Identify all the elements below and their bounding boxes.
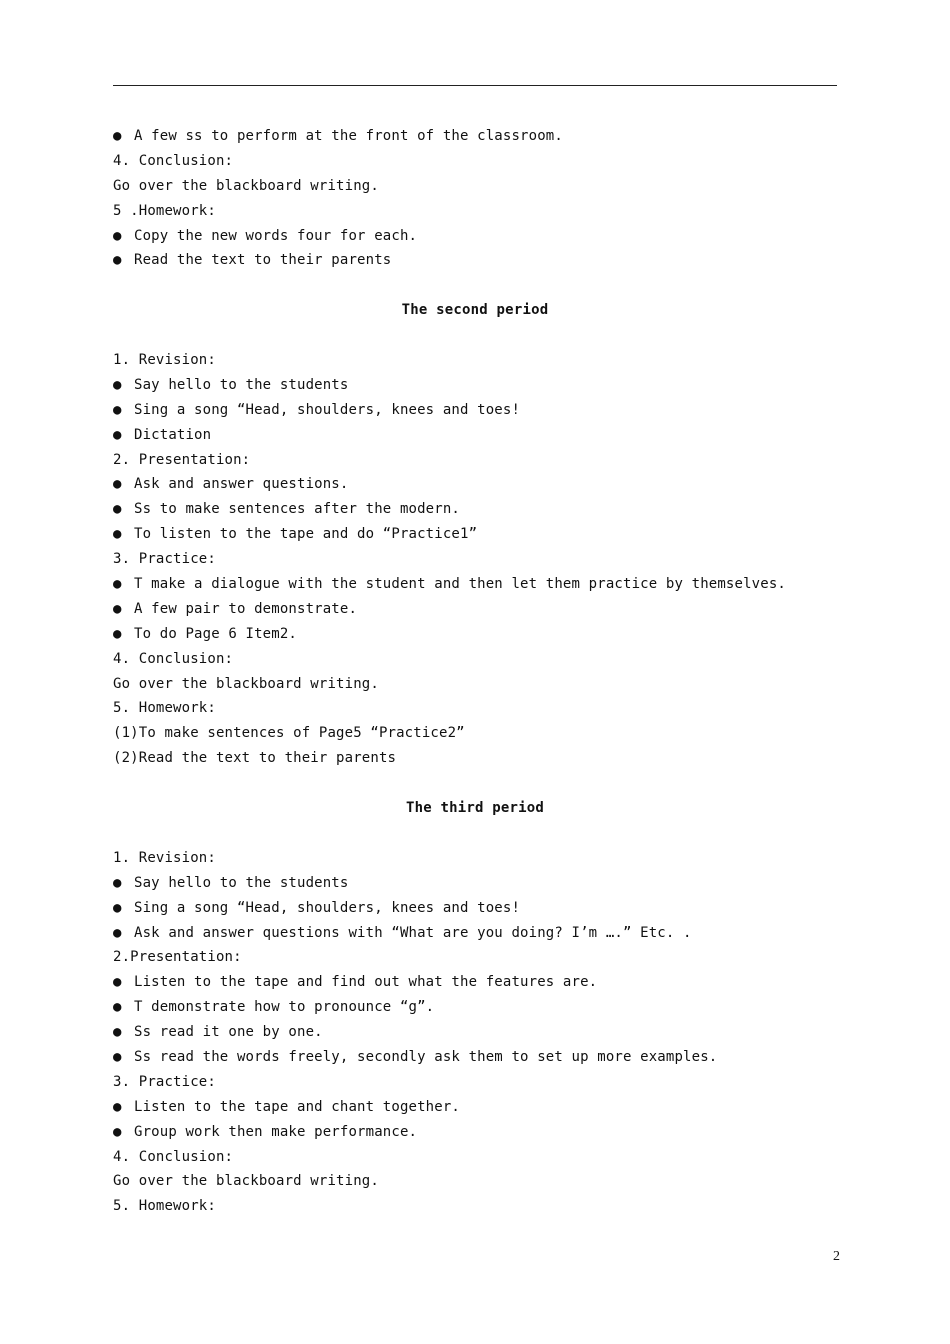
text-line [113,1070,837,1095]
spacer [113,771,837,796]
bullet-icon: ● [113,999,122,1016]
header-rule [113,85,837,86]
line-text: Copy the new words four for each. [134,227,418,244]
text-line [113,448,837,473]
line-text: 5. Homework: [113,1198,216,1215]
line-text: T make a dialogue with the student and then let them practice by themselves. [134,576,786,593]
text-line [113,696,837,721]
bullet-list-item [113,497,837,522]
line-text: T demonstrate how to pronounce “g”. [134,999,435,1016]
document-body [113,124,837,1219]
bullet-list-item [113,1045,837,1070]
bullet-list-item [113,597,837,622]
bullet-icon: ● [113,1048,122,1065]
line-text: Ask and answer questions with “What are you doing? I’m ….” Etc. . [134,924,692,941]
line-text: Say hello to the students [134,376,349,393]
bullet-icon: ● [113,501,122,518]
text-line [113,1145,837,1170]
section-title-second-period: The second period [401,302,549,319]
line-text: A few pair to demonstrate. [134,600,358,617]
line-text: 3. Practice: [113,1073,216,1090]
line-text: 1. Revision: [113,352,216,369]
section-title-third-period: The third period [405,800,545,817]
text-line [113,1169,837,1194]
text-line [113,647,837,672]
bullet-icon: ● [113,227,122,244]
text-line [113,1194,837,1219]
line-text: Go over the blackboard writing. [113,675,379,692]
bullet-icon: ● [113,526,122,543]
text-line [113,746,837,771]
bullet-icon: ● [113,128,122,144]
bullet-icon: ● [113,924,122,941]
line-text: 5. Homework: [113,700,216,717]
spacer [113,323,837,348]
bullet-icon: ● [113,874,122,891]
line-text: 4. Conclusion: [113,650,234,667]
bullet-icon: ● [113,974,122,991]
bullet-icon: ● [113,1123,122,1140]
line-text: Go over the blackboard writing. [113,1173,379,1190]
line-text: 1. Revision: [113,849,216,866]
line-text: 2.Presentation: [113,949,242,966]
bullet-list-item [113,896,837,921]
section-third-period [113,846,837,1219]
bullet-icon: ● [113,401,122,418]
line-text: Dictation [134,426,212,443]
line-text: (2)Read the text to their parents [113,750,397,767]
line-text: Ss read the words freely, secondly ask them to set up more examples. [134,1048,718,1065]
bullet-list-item [113,921,837,946]
spacer [113,821,837,846]
text-line [113,199,837,224]
line-text: Ss to make sentences after the modern. [134,501,460,518]
bullet-icon: ● [113,625,122,642]
line-text: Ss read it one by one. [134,1024,323,1041]
line-text: To do Page 6 Item2. [134,625,297,642]
line-text: Group work then make performance. [134,1123,418,1140]
bullet-list-item [113,1120,837,1145]
text-line [113,174,837,199]
line-text: To listen to the tape and do “Practice1” [134,526,478,543]
section-first-period-end [113,124,837,273]
bullet-list-item [113,373,837,398]
bullet-icon: ● [113,899,122,916]
bullet-list-item [113,423,837,448]
line-text: 3. Practice: [113,551,216,568]
bullet-list-item [113,1095,837,1120]
bullet-list-item [113,995,837,1020]
bullet-list-item [113,572,837,597]
spacer [113,273,837,298]
line-text: Read the text to their parents [134,252,392,269]
line-text: 5 .Homework: [113,202,216,219]
text-line [113,721,837,746]
bullet-icon: ● [113,600,122,617]
bullet-icon: ● [113,576,122,593]
bullet-list-item [113,398,837,423]
section-second-period [113,348,837,771]
page-number: 2 [833,1249,840,1264]
line-text: 4. Conclusion: [113,152,234,169]
bullet-icon: ● [113,376,122,393]
bullet-list-item [113,224,837,249]
text-line [113,672,837,697]
bullet-list-item [113,248,837,273]
line-text: Ask and answer questions. [134,476,349,493]
text-line [113,945,837,970]
bullet-list-item [113,970,837,995]
bullet-list-item [113,124,837,149]
bullet-icon: ● [113,426,122,443]
line-text: Sing a song “Head, shoulders, knees and toes! [134,401,521,418]
line-text: (1)To make sentences of Page5 “Practice2” [113,725,465,742]
line-text: Go over the blackboard writing. [113,177,379,194]
text-line [113,348,837,373]
text-line [113,846,837,871]
line-text: Sing a song “Head, shoulders, knees and toes! [134,899,521,916]
bullet-icon: ● [113,1024,122,1041]
line-text: Listen to the tape and chant together. [134,1098,460,1115]
bullet-list-item [113,622,837,647]
bullet-list-item [113,522,837,547]
bullet-list-item [113,871,837,896]
line-text: A few ss to perform at the front of the classroom. [134,128,563,144]
bullet-icon: ● [113,252,122,269]
line-text: 4. Conclusion: [113,1148,234,1165]
line-text: Listen to the tape and find out what the features are. [134,974,598,991]
bullet-list-item [113,1020,837,1045]
bullet-list-item [113,472,837,497]
line-text: 2. Presentation: [113,451,251,468]
bullet-icon: ● [113,476,122,493]
text-line [113,547,837,572]
bullet-icon: ● [113,1098,122,1115]
line-text: Say hello to the students [134,874,349,891]
text-line [113,149,837,174]
